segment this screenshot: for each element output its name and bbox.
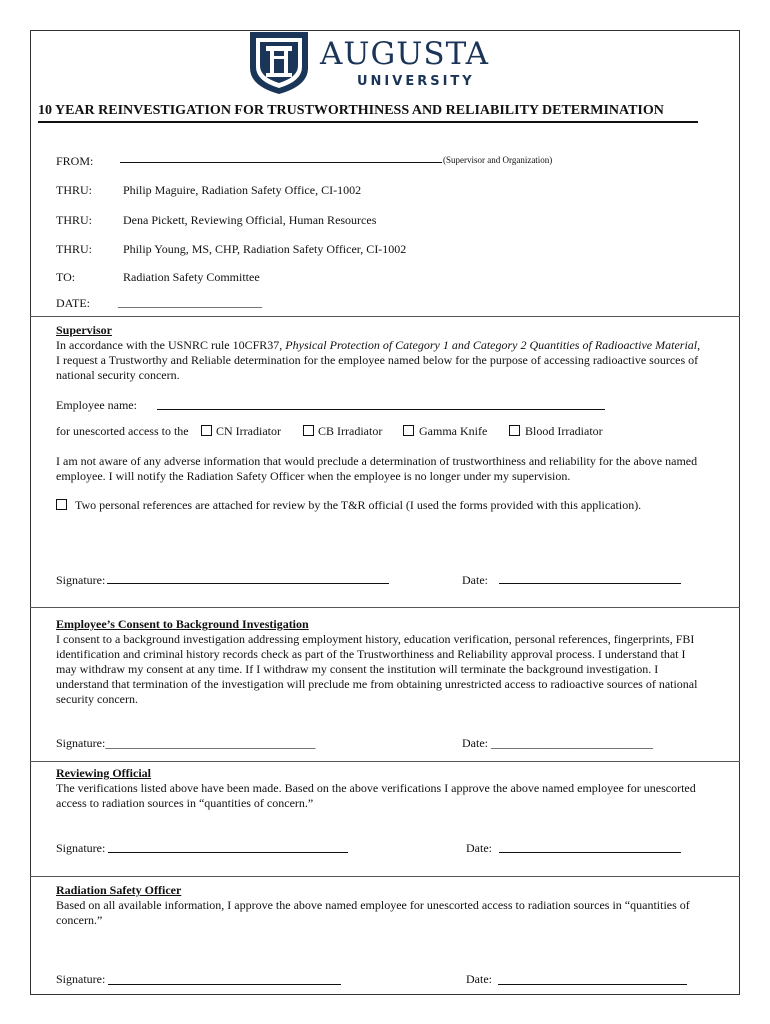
reviewing-signature-label: Signature: (56, 841, 106, 855)
gamma-knife-checkbox[interactable] (403, 425, 414, 436)
section-divider (30, 607, 740, 608)
rso-section (56, 883, 706, 928)
section-divider (30, 761, 740, 762)
rso-date-label: Date: (466, 972, 492, 986)
thru1-value: Philip Maguire, Radiation Safety Office, CI-1002 (123, 183, 362, 197)
supervisor-signature-field[interactable] (107, 583, 389, 584)
thru3-label: THRU: (56, 242, 92, 256)
cb-irradiator-checkbox[interactable] (303, 425, 314, 436)
to-value: Radiation Safety Committee (123, 270, 260, 284)
supervisor-signature-label: Signature: (56, 573, 106, 587)
rso-text: Based on all available information, I approve the above named employee for unescorted access to radiation sources in “quantities of concern.” (56, 898, 690, 927)
gamma-knife-label: Gamma Knife (419, 424, 488, 438)
reviewing-signature-field[interactable] (108, 852, 348, 853)
supervisor-heading: Supervisor (56, 323, 113, 337)
consent-section (56, 617, 706, 707)
rso-date-field[interactable] (498, 984, 687, 985)
access-label: for unescorted access to the (56, 424, 189, 438)
supervisor-statement: I am not aware of any adverse information that would preclude a determination of trustworthiness and reliability for the above named employee. I will notify the Radiation Safety Officer when the employee is no longer under my supervision. (56, 454, 698, 483)
to-label: TO: (56, 270, 76, 284)
supervisor-paragraph (56, 338, 706, 383)
logo-subtitle: UNIVERSITY (357, 74, 475, 89)
from-hint: (Supervisor and Organization) (443, 155, 553, 165)
reviewing-date-field[interactable] (499, 852, 681, 853)
thru2-value: Dena Pickett, Reviewing Official, Human Resources (123, 213, 377, 227)
consent-date-field[interactable]: Date: ___________________________ (462, 736, 653, 750)
supervisor-section (56, 323, 706, 383)
reviewing-heading: Reviewing Official (56, 766, 151, 780)
from-field[interactable] (120, 162, 442, 163)
from-label: FROM: (56, 154, 94, 168)
reviewing-text: The verifications listed above have been made. Based on the above verifications I approve the above named employee for unescorted access to radiation sources in “quantities of concern.” (56, 781, 696, 810)
thru1-label: THRU: (56, 183, 92, 197)
rso-heading: Radiation Safety Officer (56, 883, 182, 897)
rso-signature-field[interactable] (108, 984, 341, 985)
date-field[interactable]: ________________________ (118, 295, 262, 309)
supervisor-date-field[interactable] (499, 583, 681, 584)
section-divider (30, 876, 740, 877)
employee-name-field[interactable] (157, 409, 605, 410)
logo-wordmark: AUGUSTA (320, 36, 490, 72)
date-label: DATE: (56, 296, 90, 310)
thru3-value: Philip Young, MS, CHP, Radiation Safety Officer, CI-1002 (123, 242, 407, 256)
cn-irradiator-label: CN Irradiator (216, 424, 281, 438)
references-text: Two personal references are attached for review by the T&R official (I used the forms provided with this application). (75, 498, 642, 512)
rso-signature-label: Signature: (56, 972, 106, 986)
blood-irradiator-label: Blood Irradiator (525, 424, 603, 438)
cb-irradiator-label: CB Irradiator (318, 424, 383, 438)
references-checkbox[interactable] (56, 499, 67, 510)
cn-irradiator-checkbox[interactable] (201, 425, 212, 436)
supervisor-para-suffix: , I request a Trustworthy and Reliable determination for the employee named below for the purpose of accessing radioactive sources of national security concern. (56, 338, 701, 382)
regulation-title: Physical Protection of Category 1 and Category 2 Quantities of Radioactive Material (285, 338, 698, 352)
consent-signature-field[interactable]: Signature:___________________________________ (56, 736, 316, 750)
supervisor-date-label: Date: (462, 573, 488, 587)
thru2-label: THRU: (56, 213, 92, 227)
reviewing-section (56, 766, 706, 811)
supervisor-para-prefix: In accordance with the USNRC rule 10CFR37, (56, 338, 286, 352)
consent-text: I consent to a background investigation addressing employment history, education verification, personal references, fingerprints, FBI identification and criminal history records check as part of the Trustworthiness and Reliability approval process. I understand that I may withdraw my consent at any time. If I withdraw my consent the institution will terminate the background investigation. I understand that termination of the investigation will preclude me from obtaining unrestricted access to radioactive sources of national security concern. (56, 632, 698, 706)
title-underline (38, 121, 698, 123)
augusta-shield-logo-icon (246, 30, 312, 96)
section-divider (30, 316, 740, 317)
reviewing-date-label: Date: (466, 841, 492, 855)
page-title: 10 YEAR REINVESTIGATION FOR TRUSTWORTHINESS AND RELIABILITY DETERMINATION (38, 103, 664, 118)
blood-irradiator-checkbox[interactable] (509, 425, 520, 436)
consent-heading: Employee’s Consent to Background Investigation (56, 617, 309, 631)
employee-name-label: Employee name: (56, 398, 137, 412)
